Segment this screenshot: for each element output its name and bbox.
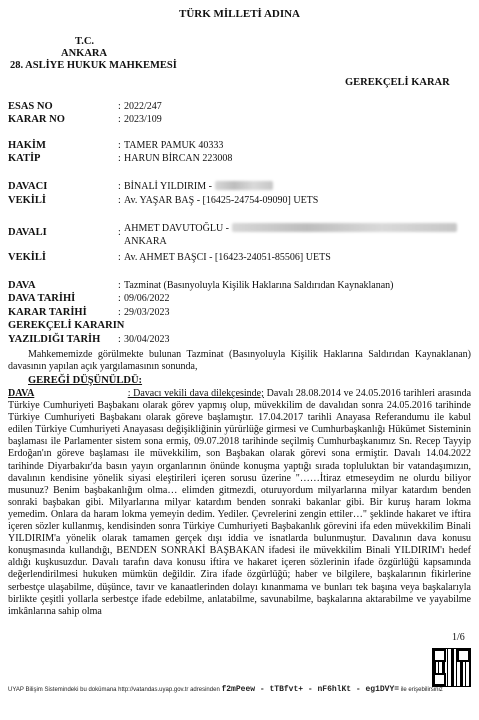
colon: :	[118, 153, 121, 164]
dava-intro: : Davacı vekili dava dilekçesinde;	[127, 388, 264, 399]
katip-value: HARUN BİRCAN 223008	[124, 153, 233, 164]
dava-section-label: DAVA	[8, 388, 35, 399]
hakim-label: HAKİM	[8, 140, 46, 151]
vekili-label-2: VEKİLİ	[8, 252, 46, 263]
footer-text: UYAP Bilişim Sistemindeki bu dokümana http://vatandas.uyap.gov.tr adresinden	[8, 687, 220, 693]
davali-label: DAVALI	[8, 227, 47, 238]
esas-value: 2022/247	[124, 101, 162, 112]
katip-label: KATİP	[8, 153, 41, 164]
davaci-label: DAVACI	[8, 181, 48, 192]
colon: :	[118, 140, 121, 151]
davali-value	[124, 223, 457, 235]
colon: :	[118, 227, 121, 238]
colon: :	[118, 114, 121, 125]
footer-line	[8, 684, 443, 696]
davali-city: ANKARA	[124, 236, 167, 247]
colon: :	[118, 252, 121, 263]
colon: :	[118, 181, 121, 192]
section-heading: GEREĞİ DÜŞÜNÜLDÜ:	[28, 375, 143, 386]
vekili-value: Av. YAŞAR BAŞ - [16425-24754-09090] UETS	[124, 195, 319, 206]
gerekceli-label-2: YAZILDIĞI TARİH	[8, 334, 101, 345]
dava-value: Tazminat (Basınyoluyla Kişilik Haklarına Saldırıdan Kaynaklanan)	[124, 280, 394, 291]
footer-code: f2mPeew - tTBfvt+ - nF6hlKt - eg1DVY=	[221, 685, 400, 694]
redacted-block	[215, 181, 273, 190]
claim-text: tarihleri arasında Türkiye Cumhuriyeti Başbakanı olarak görev yapmış olup, müvekkilim de davalıdan sonra 24.05.2016 tarihinde Türkiye Cumhuriyeti Başbakanı olarak göreve başlamıştır. 17.04.2017 tarihli Anayasa Referandumu ile kabul edilen Türkiye Cumhuriyeti Anayasası değişikliğinin yürürlüğe girmesi ve Cumhurbaşkanlığı Hükümet Sisteminin başlaması ile Parlamenter sistem sona ermiş, 09.07.2018 tarihinde seçilmiş Cumhurbaşkanımız Sn. Recep Tayyip Erdoğan'ın göreve başlaması ile müvekkilim, son Başbakan olarak görevi sona ermiştir. Davalı 14.04.2022 tarihinde Diyarbakır'da basın yayın organlarının önünde konuşma yaptığı sırada topluluktan bir vatandaşımızın, davalının kendisine yönelik siyasi eleştirileri içeren sorusu üzerine "……İtiraz etmeseydim ne olurdu biliyor musunuz? Benim başbakanlığım olma… elimden gitmezdi, oturuyordum milyarlarına milyar katardım benden sonraki başbakan gibi. Milyarlarına milyar katardım benden sonraki bakanlar gibi. Bir kuruş haram lokma yemedim. Onlara da haram lokma yemeyin dedim. Yediler. Çevrelerini zengin ettiler…" şeklinde hakaret ve iftira içeren sözler kullanmış, kendisinden sonra Türkiye Cumhuriyeti Başbakanlık görevini ifa eden müvekkilim Binali YILDIRIM'a yönelik olarak tamamen gerçek dışı iddia ve isnatlarda bulunmuştur. Davalının dava konusu konuşmasında kullandığı, BENDEN SONRAKİ BAŞBAKAN ifadesi ile müvekkilim Binali YILDIRIM'ı hedef aldığı kuşkusuzdur. Davalı tarafın dava konusu iftira ve hakaret içeren sözlerinin ifade özgürlüğü kapsamında değerlendirilmesi hukuken mümkün değildir. Zira ifade özgürlüğü; haber ve bilgilere, başkalarının fikirlerine serbestçe ulaşabilme, düşünce, tavır ve kanaatlerinden dolayı kınanmama ve bunları tek başına veya başkalarıyla birlikte çeşitli yollarla serbestçe ifade edebilme, anlatabilme, savunabilme, başkalarına aktarabilme ve yayabilme imkânlarına sahip olma	[8, 388, 472, 617]
davaci-value	[124, 181, 273, 193]
court-name: 28. ASLİYE HUKUK MAHKEMESİ	[10, 60, 177, 71]
redacted-block	[232, 223, 457, 232]
document-type: GEREKÇELİ KARAR	[345, 77, 450, 88]
intro-paragraph: Mahkememizde görülmekte bulunan Tazminat (Basınyoluyla Kişilik Haklarına Saldırıdan Kaynaklanan) davasının yapılan açık yargılamasının sonunda,	[8, 349, 471, 373]
colon: :	[118, 280, 121, 291]
vekili-label: VEKİLİ	[8, 195, 46, 206]
national-title: TÜRK MİLLETİ ADINA	[178, 8, 301, 20]
qr-code-icon	[433, 649, 470, 686]
dava-tarihi-value: 09/06/2022	[124, 293, 170, 304]
esas-label: ESAS NO	[8, 101, 53, 112]
city-label: ANKARA	[61, 48, 108, 59]
vekili-value-2: Av. AHMET BAŞCI - [16423-24051-85506] UETS	[124, 252, 331, 263]
dava-label: DAVA	[8, 280, 36, 291]
colon: :	[118, 293, 121, 304]
claim-first-line: Davalı 28.08.2014 ve 24.05.2016	[266, 388, 401, 399]
hakim-value: TAMER PAMUK 40333	[124, 140, 224, 151]
page-number: 1/6	[452, 632, 465, 643]
gerekceli-label-1: GEREKÇELİ KARARIN	[8, 320, 125, 331]
colon: :	[118, 195, 121, 206]
karar-value: 2023/109	[124, 114, 162, 125]
tc-label: T.C.	[75, 36, 95, 47]
gerekceli-value: 30/04/2023	[124, 334, 170, 345]
colon: :	[118, 307, 121, 318]
claim-paragraph	[8, 388, 471, 618]
dava-tarihi-label: DAVA TARİHİ	[8, 293, 76, 304]
colon: :	[118, 101, 121, 112]
colon: :	[118, 334, 121, 345]
davali-name: AHMET DAVUTOĞLU -	[124, 223, 229, 234]
karar-tarihi-label: KARAR TARİHİ	[8, 307, 87, 318]
footer-suffix: ile erişebilirsiniz	[400, 687, 443, 693]
karar-tarihi-value: 29/03/2023	[124, 307, 170, 318]
davaci-name: BİNALİ YILDIRIM -	[124, 181, 212, 192]
karar-label: KARAR NO	[8, 114, 65, 125]
